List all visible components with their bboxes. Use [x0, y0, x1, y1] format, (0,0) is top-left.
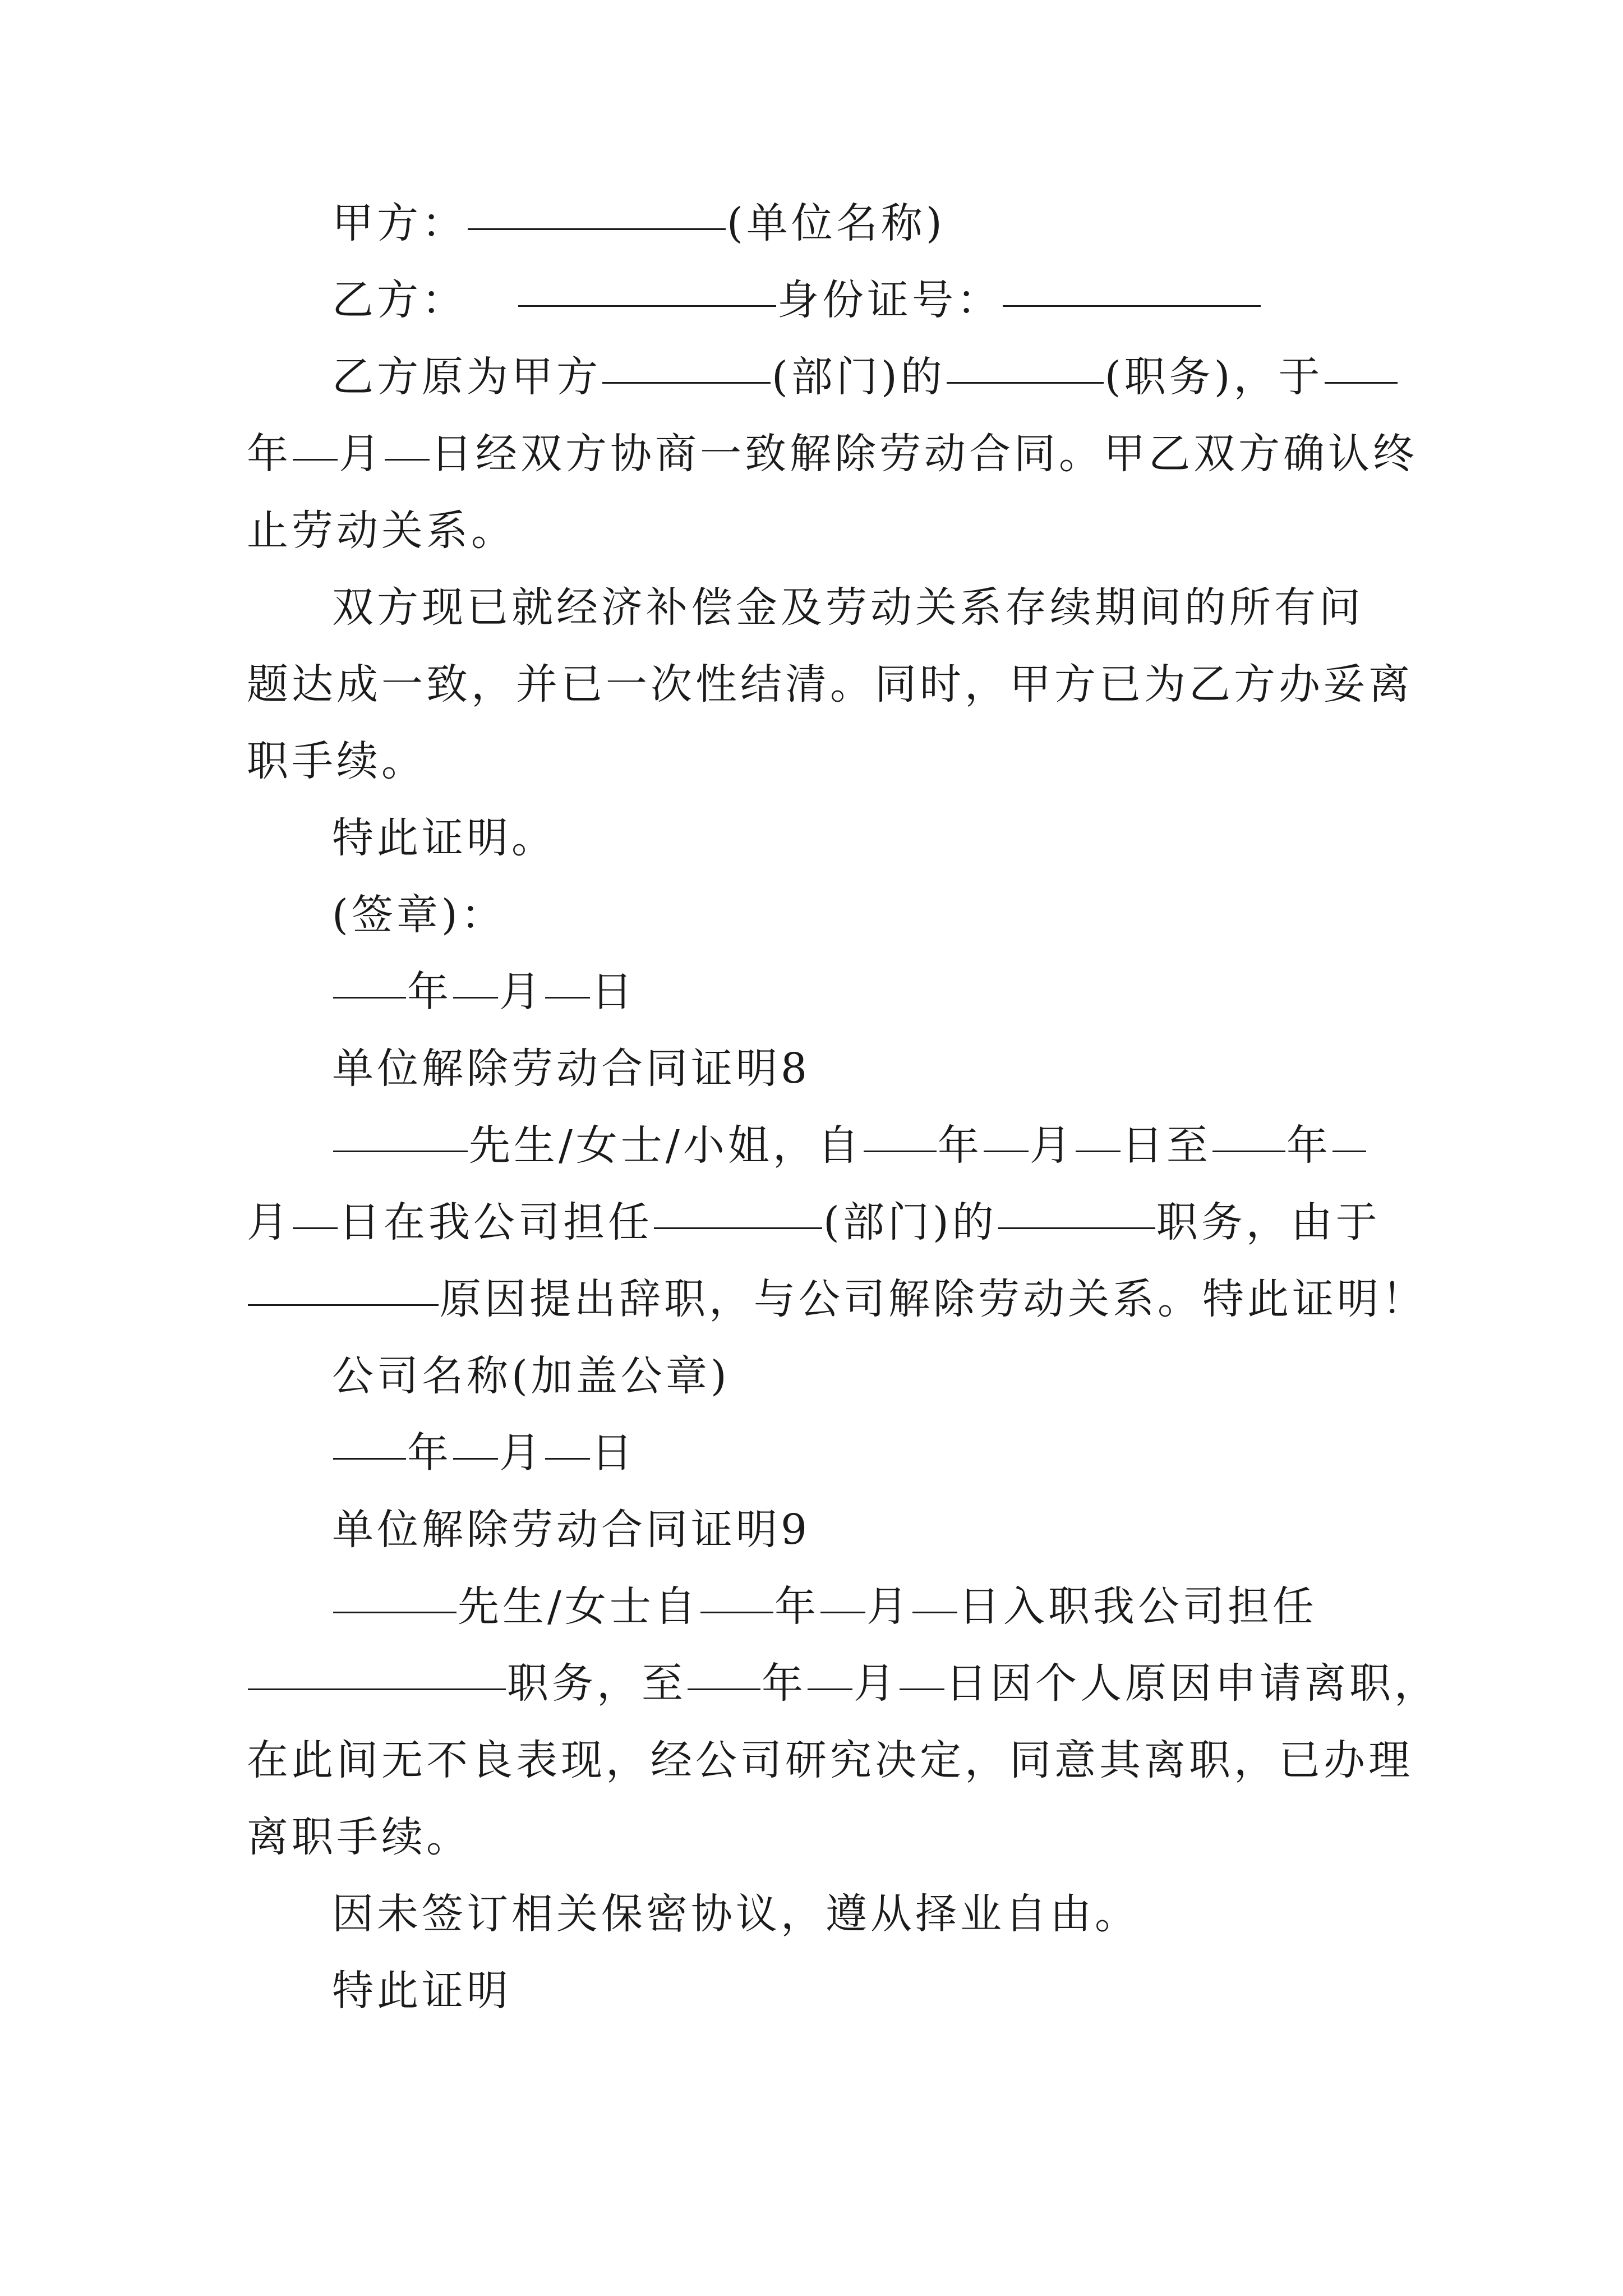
text-segment: 日经双方协商一致解除劳动合同。甲乙双方确认终 — [431, 430, 1418, 478]
text-segment: 月 — [1029, 1121, 1075, 1170]
date-line — [247, 954, 1376, 1030]
day-blank — [1076, 1150, 1121, 1152]
department-blank — [654, 1227, 822, 1229]
text-segment: 年 — [1286, 1121, 1331, 1170]
text-segment: (职务)，于 — [1104, 353, 1324, 401]
paragraph-line: 职手续。 — [247, 737, 426, 785]
party-b-label: 乙方： — [332, 276, 467, 324]
text-segment: 先生/女士自 — [458, 1582, 699, 1631]
text-segment: 职务，由于 — [1156, 1198, 1381, 1246]
paragraph-line: 在此间无不良表现，经公司研究决定，同意其离职，已办理 — [247, 1736, 1413, 1784]
paragraph-line — [247, 339, 1376, 416]
text-segment: 乙方原为甲方 — [332, 353, 601, 401]
text-segment: 日至 — [1121, 1121, 1211, 1170]
year-blank — [864, 1150, 937, 1152]
company-seal-label: 公司名称(加盖公章) — [332, 1352, 730, 1400]
party-b-blank — [518, 305, 776, 307]
month-blank — [808, 1688, 852, 1690]
text-segment: 日因个人原因申请离职， — [946, 1659, 1439, 1708]
text-segment: 月 — [866, 1582, 911, 1631]
day-blank — [293, 1227, 338, 1229]
text-segment: 月 — [499, 968, 544, 1016]
text-segment: 月 — [854, 1659, 898, 1708]
text-segment: 年 — [247, 430, 292, 478]
paragraph-line — [247, 1261, 1427, 1338]
text-segment: (部门)的 — [772, 353, 946, 401]
month-blank — [984, 1150, 1029, 1152]
month-blank — [453, 996, 498, 999]
paragraph-line: 双方现已就经济补偿金及劳动关系存续期间的所有问 — [332, 583, 1364, 632]
position-blank — [248, 1688, 506, 1690]
unit-name-note: (单位名称) — [727, 199, 946, 247]
year-blank — [700, 1611, 773, 1613]
day-blank — [385, 458, 430, 461]
id-number-label: 身份证号： — [777, 276, 1002, 324]
day-blank — [545, 996, 590, 999]
party-a-line — [247, 185, 1376, 262]
text-segment: 年 — [937, 1121, 983, 1170]
text-segment: 职务，至 — [507, 1659, 686, 1708]
paragraph-line: 离职手续。 — [247, 1813, 471, 1861]
paragraph-line — [247, 1107, 1376, 1184]
paragraph-line: 止劳动关系。 — [247, 507, 516, 555]
text-segment: 年 — [774, 1582, 819, 1631]
text-segment: 日 — [591, 1429, 636, 1477]
text-segment: 年 — [762, 1659, 806, 1708]
paragraph-line: 题达成一致，并已一次性结清。同时，甲方已为乙方办妥离 — [247, 660, 1413, 708]
text-segment: 日在我公司担任 — [339, 1198, 653, 1246]
text-segment: (部门)的 — [823, 1198, 997, 1246]
text-segment: 月 — [247, 1198, 292, 1246]
text-segment: 月 — [339, 430, 384, 478]
id-number-blank — [1003, 305, 1261, 307]
paragraph-line — [247, 416, 1418, 493]
text-segment: 月 — [499, 1429, 544, 1477]
paragraph-line: 因未签订相关保密协议，遵从择业自由。 — [332, 1890, 1140, 1938]
month-blank — [820, 1611, 865, 1613]
year-blank — [333, 1457, 406, 1460]
signature-label: (签章)： — [332, 891, 506, 939]
text-segment: 原因提出辞职，与公司解除劳动关系。特此证明！ — [440, 1275, 1427, 1323]
section-title: 单位解除劳动合同证明9 — [332, 1506, 811, 1554]
paragraph-line — [247, 1568, 1376, 1645]
day-blank — [912, 1611, 957, 1613]
day-blank — [545, 1457, 590, 1460]
certify-text: 特此证明 — [332, 1967, 511, 2015]
month-blank — [1332, 1150, 1366, 1152]
paragraph-line — [247, 1645, 1439, 1722]
party-a-blank — [468, 228, 726, 230]
department-blank — [602, 381, 771, 384]
reason-blank — [248, 1304, 439, 1306]
position-blank — [998, 1227, 1155, 1229]
text-segment: 日入职我公司担任 — [958, 1582, 1317, 1631]
year-blank — [333, 996, 406, 999]
year-blank — [688, 1688, 760, 1690]
month-blank — [453, 1457, 498, 1460]
paragraph-line — [247, 1184, 1381, 1261]
date-line — [247, 1415, 1376, 1492]
day-blank — [900, 1688, 944, 1690]
month-blank — [293, 458, 338, 461]
name-blank — [333, 1150, 468, 1152]
year-blank — [1212, 1150, 1285, 1152]
certify-text: 特此证明。 — [332, 814, 556, 862]
party-a-label: 甲方： — [332, 199, 467, 247]
name-blank — [333, 1611, 457, 1613]
section-title: 单位解除劳动合同证明8 — [332, 1045, 811, 1093]
text-segment: 先生/女士/小姐，自 — [469, 1121, 863, 1170]
text-segment: 日 — [591, 968, 636, 1016]
year-blank — [1325, 381, 1398, 384]
text-segment: 年 — [407, 1429, 452, 1477]
position-blank — [947, 381, 1104, 384]
text-segment: 年 — [407, 968, 452, 1016]
party-b-line — [247, 262, 1376, 339]
